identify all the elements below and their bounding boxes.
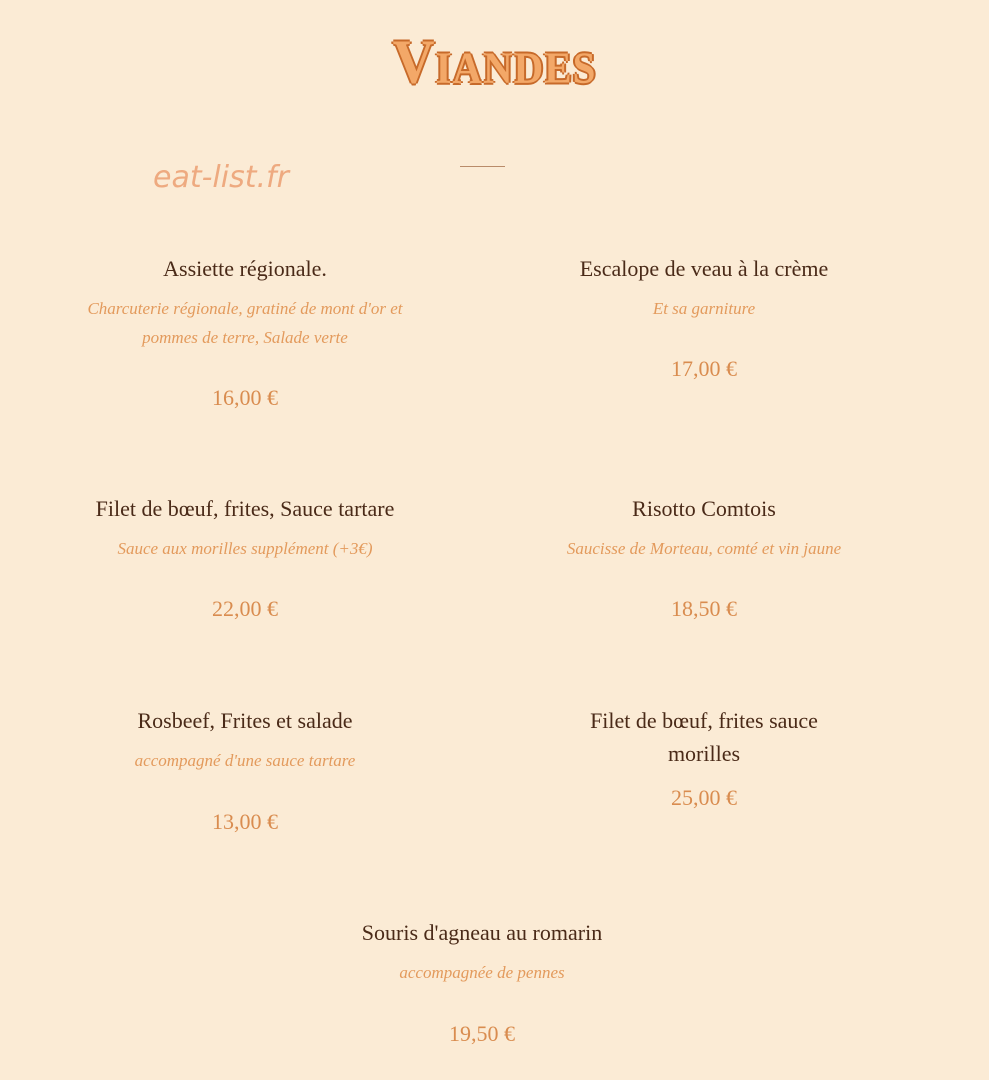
menu-item-name: Souris d'agneau au romarin	[361, 920, 603, 945]
menu-item-description: Sauce aux morilles supplément (+3€)	[117, 539, 373, 558]
menu-item	[282, 916, 682, 987]
menu-item	[50, 492, 440, 563]
watermark: eat-list.fr	[153, 160, 289, 195]
menu-item-price: 18,50 €	[671, 596, 737, 621]
menu-item-name: Assiette régionale.	[163, 256, 327, 281]
menu-item	[564, 704, 844, 770]
menu-item	[75, 252, 415, 352]
menu-item-name: Filet de bœuf, frites sauce morilles	[590, 708, 818, 766]
menu-item-description: Et sa garniture	[652, 299, 756, 318]
menu-item-description: accompagnée de pennes	[399, 963, 565, 982]
menu-item-price: 25,00 €	[671, 785, 737, 810]
menu-item	[504, 492, 904, 563]
menu-item-name: Rosbeef, Frites et salade	[137, 708, 353, 733]
menu-item-description: accompagné d'une sauce tartare	[134, 751, 356, 770]
title-divider	[460, 166, 505, 167]
menu-item-price: 16,00 €	[212, 385, 278, 410]
menu-item	[75, 704, 415, 775]
menu-item-name: Filet de bœuf, frites, Sauce tartare	[95, 496, 395, 521]
menu-item-price: 13,00 €	[212, 809, 278, 834]
page-title: Viandes	[392, 26, 597, 97]
menu-item-price: 17,00 €	[671, 356, 737, 381]
menu-item-name: Escalope de veau à la crème	[579, 256, 829, 281]
menu-item-price: 19,50 €	[449, 1021, 515, 1046]
menu-item-description: Charcuterie régionale, gratiné de mont d'or et pommes de terre, Salade verte	[87, 299, 403, 347]
menu-item-description: Saucisse de Morteau, comté et vin jaune	[566, 539, 842, 558]
menu-item	[534, 252, 874, 323]
menu-item-price: 22,00 €	[212, 596, 278, 621]
menu-item-name: Risotto Comtois	[632, 496, 776, 521]
